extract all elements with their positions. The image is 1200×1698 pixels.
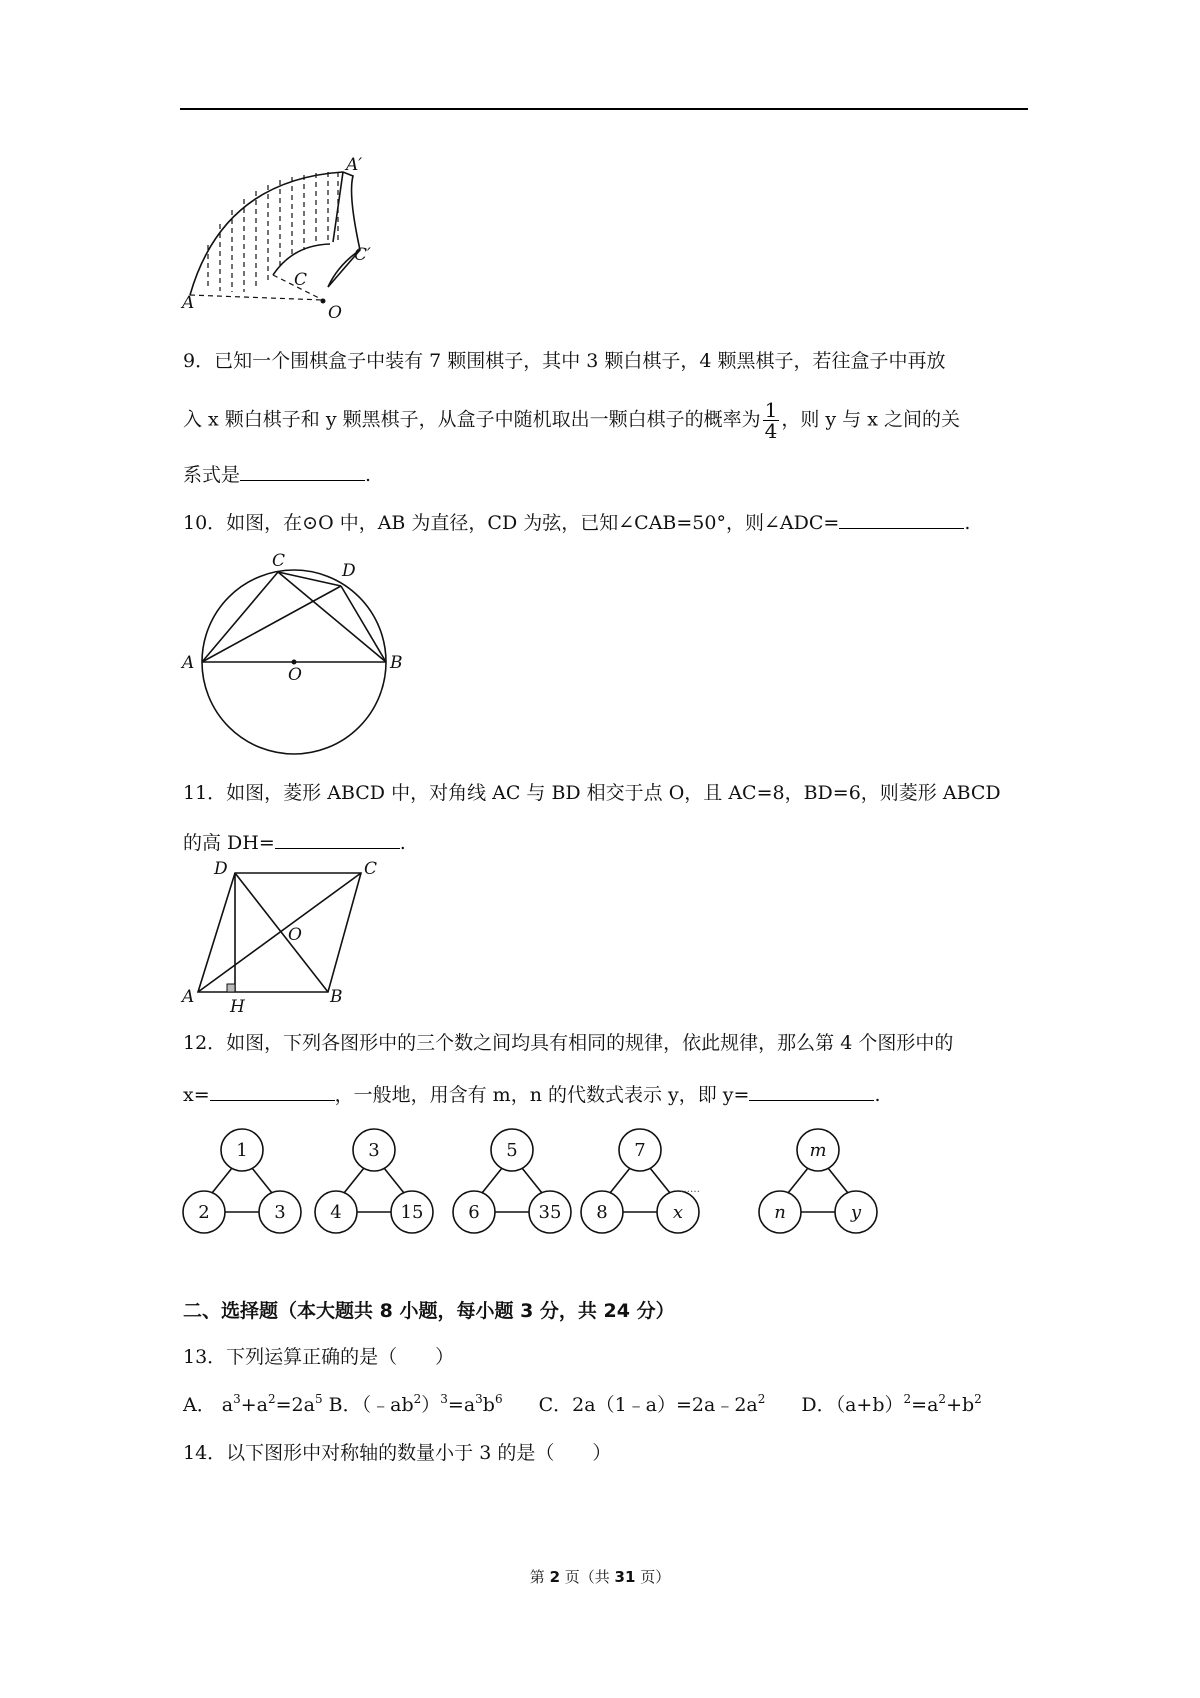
circle-value-right: x bbox=[672, 1202, 684, 1223]
circle-label-o: O bbox=[288, 665, 302, 685]
circle-value-top: 1 bbox=[236, 1140, 248, 1161]
number-triangle-4 bbox=[581, 1129, 699, 1233]
rhombus-label-o: O bbox=[288, 925, 302, 945]
q10-text: 10．如图，在⊙O 中，AB 为直径，CD 为弦，已知∠CAB=50°，则∠ADC= bbox=[183, 512, 840, 534]
q11-line2-pre: 的高 DH= bbox=[183, 832, 275, 854]
q9-line1: 9．已知一个围棋盒子中装有 7 颗围棋子，其中 3 颗白棋子，4 颗黑棋子，若往盒子中再放 bbox=[183, 350, 946, 372]
label-a-prime: A′ bbox=[346, 155, 363, 175]
circle-value-top: 7 bbox=[634, 1140, 646, 1161]
q13-option-b[interactable]: B．$(﹣ab^2)^3=a^3b^6$ bbox=[322, 1392, 503, 1416]
q12-line2 bbox=[183, 1080, 881, 1108]
circle-value-right: 35 bbox=[538, 1202, 562, 1223]
rhombus-label-a: A bbox=[182, 987, 195, 1007]
q13-stem: 13．下列运算正确的是（ ） bbox=[183, 1346, 455, 1368]
q10-period: . bbox=[964, 512, 971, 534]
circle-value-top: 5 bbox=[506, 1140, 518, 1161]
circle-value-left: 8 bbox=[596, 1202, 608, 1223]
q12-y-blank[interactable] bbox=[749, 1080, 874, 1101]
q10-answer-blank[interactable] bbox=[839, 508, 964, 529]
q9-answer-blank[interactable] bbox=[240, 460, 365, 481]
circle-value-left: n bbox=[774, 1202, 786, 1223]
q9-line3-pre: 系式是 bbox=[183, 464, 241, 486]
page-footer: 第 2 页（共 31 页） bbox=[529, 1568, 671, 1586]
figure-number-triangles bbox=[180, 1122, 900, 1242]
circle-value-left: 6 bbox=[468, 1202, 480, 1223]
page-number: 2 bbox=[549, 1568, 560, 1586]
rhombus-label-d: D bbox=[214, 860, 228, 879]
circle-label-b: B bbox=[390, 653, 403, 673]
q9-line3-post: . bbox=[365, 464, 372, 486]
q13-option-c[interactable]: C．$2a(1﹣a)=2a﹣2a^2$ bbox=[538, 1392, 766, 1416]
q13-option-d[interactable]: D．$(a+b)^2=a^2+b^2$ bbox=[801, 1392, 982, 1416]
q11-line2-post: . bbox=[399, 832, 406, 854]
q12-line2-c: . bbox=[874, 1084, 881, 1106]
q14-stem: 14．以下图形中对称轴的数量小于 3 的是（ ） bbox=[183, 1442, 612, 1464]
figure-rhombus bbox=[178, 860, 398, 1020]
q13-options bbox=[183, 1392, 982, 1418]
q11-line1: 11．如图，菱形 ABCD 中，对角线 AC 与 BD 相交于点 O，且 AC=8，BD=6，则菱形 ABCD bbox=[183, 782, 1001, 804]
circle-value-top: m bbox=[809, 1140, 827, 1161]
figure-sector-rotation bbox=[178, 150, 378, 320]
q11-line2 bbox=[183, 828, 406, 856]
q12-line2-b: ，一般地，用含有 m，n 的代数式表示 y，即 y= bbox=[334, 1084, 750, 1106]
circle-value-right: 15 bbox=[400, 1202, 424, 1223]
circle-label-c: C bbox=[272, 551, 286, 571]
q12-line1: 12．如图，下列各图形中的三个数之间均具有相同的规律，依此规律，那么第 4 个图形中的 bbox=[183, 1032, 954, 1054]
circle-label-d: D bbox=[342, 561, 356, 581]
q10-line bbox=[183, 508, 970, 536]
q9-line2-pre: 入 x 颗白棋子和 y 颗黑棋子，从盒子中随机取出一颗白棋子的概率为 bbox=[183, 408, 761, 431]
number-triangle-1 bbox=[183, 1129, 301, 1233]
q9-line2 bbox=[183, 400, 960, 441]
circle-value-right: 3 bbox=[274, 1202, 286, 1223]
circle-value-top: 3 bbox=[368, 1140, 380, 1161]
q9-line2-post: ，则 y 与 x 之间的关 bbox=[781, 408, 960, 431]
header-rule bbox=[180, 108, 1028, 110]
number-triangle-2 bbox=[315, 1129, 433, 1233]
circle-label-a: A bbox=[182, 653, 195, 673]
number-triangle-5 bbox=[759, 1129, 877, 1233]
q9-fraction bbox=[763, 400, 780, 441]
q12-line2-a: x= bbox=[183, 1084, 210, 1106]
rhombus-label-h: H bbox=[230, 997, 245, 1017]
section-title: 二、选择题（本大题共 8 小题，每小题 3 分，共 24 分） bbox=[183, 1300, 675, 1322]
page-total: 31 bbox=[614, 1568, 636, 1586]
label-c-prime: C′ bbox=[354, 245, 371, 265]
q9-line3 bbox=[183, 460, 371, 488]
q12-x-blank[interactable] bbox=[210, 1080, 335, 1101]
rhombus-label-c: C bbox=[364, 860, 378, 879]
rhombus-label-b: B bbox=[330, 987, 343, 1007]
q13-option-a[interactable]: A． $a^3+a^2=2a^5$ bbox=[183, 1392, 323, 1416]
frac-numerator: 1 bbox=[764, 398, 778, 422]
label-o: O bbox=[328, 303, 342, 320]
label-a: A bbox=[182, 293, 195, 313]
label-c: C bbox=[294, 270, 308, 290]
circle-value-left: 2 bbox=[198, 1202, 210, 1223]
number-triangle-3 bbox=[453, 1129, 571, 1233]
figure-circle bbox=[178, 550, 418, 760]
circle-value-left: 4 bbox=[330, 1202, 342, 1223]
ellipsis: …… bbox=[680, 1184, 700, 1195]
circle-value-right: y bbox=[850, 1202, 862, 1223]
q11-answer-blank[interactable] bbox=[275, 828, 400, 849]
frac-denominator: 4 bbox=[764, 419, 778, 443]
